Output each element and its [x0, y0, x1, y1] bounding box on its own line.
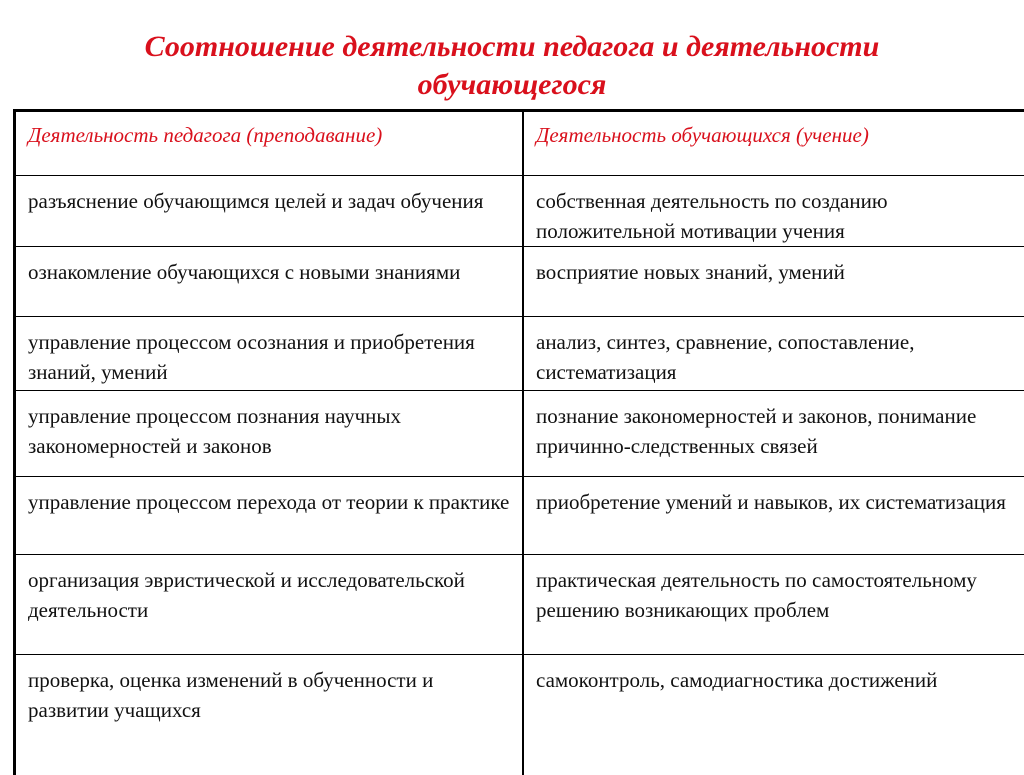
student-cell: познание закономерностей и законов, понимание причинно-следственных связей [523, 391, 1024, 477]
teacher-cell: управление процессом познания научных закономерностей и законов [15, 391, 524, 477]
table-header-row [15, 111, 1024, 176]
table-row [15, 391, 1024, 477]
table-row [15, 555, 1024, 655]
slide-title [0, 28, 1024, 104]
table-row [15, 176, 1024, 247]
teacher-cell: разъяснение обучающимся целей и задач обучения [15, 176, 524, 247]
title-line-2: обучающегося [0, 66, 1024, 104]
student-cell: восприятие новых знаний, умений [523, 247, 1024, 317]
table-row [15, 477, 1024, 555]
title-line-1: Соотношение деятельности педагога и деятельности [0, 28, 1024, 66]
table-row [15, 247, 1024, 317]
table-row [15, 317, 1024, 391]
teacher-cell: ознакомление обучающихся с новыми знаниями [15, 247, 524, 317]
table-row [15, 655, 1024, 775]
header-student-activity: Деятельность обучающихся (учение) [523, 111, 1024, 176]
student-cell: практическая деятельность по самостоятельному решению возникающих проблем [523, 555, 1024, 655]
teacher-cell: управление процессом осознания и приобретения знаний, умений [15, 317, 524, 391]
student-cell: самоконтроль, самодиагностика достижений [523, 655, 1024, 775]
student-cell: приобретение умений и навыков, их систематизация [523, 477, 1024, 555]
teacher-cell: проверка, оценка изменений в обученности и развитии учащихся [15, 655, 524, 775]
student-cell: анализ, синтез, сравнение, сопоставление, систематизация [523, 317, 1024, 391]
student-cell: собственная деятельность по созданию положительной мотивации учения [523, 176, 1024, 247]
teacher-cell: управление процессом перехода от теории к практике [15, 477, 524, 555]
teacher-cell: организация эвристической и исследовательской деятельности [15, 555, 524, 655]
header-teacher-activity: Деятельность педагога (преподавание) [15, 111, 524, 176]
comparison-table [13, 109, 1024, 775]
